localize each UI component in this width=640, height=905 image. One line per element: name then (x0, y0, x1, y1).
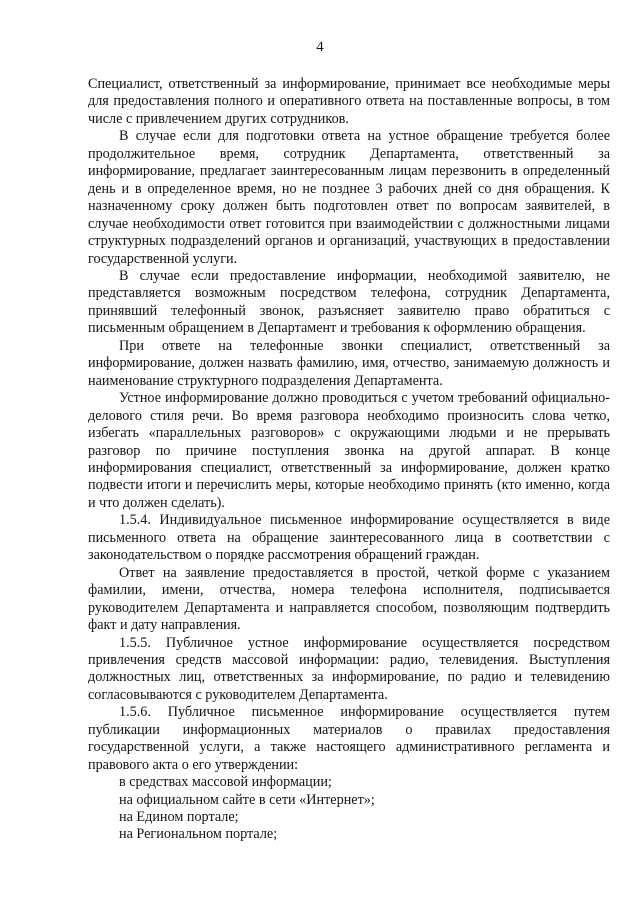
list-item: на официальном сайте в сети «Интернет»; (119, 791, 375, 808)
publication-channels-list (88, 774, 610, 844)
document-body (88, 76, 610, 844)
paragraph-callback-request: В случае если для подготовки ответа на устное обращение требуется более продолжительное время, сотрудник Департамента, ответственный за информирование, предлагает заинтересованным лицам перезвонить в определенный день и в определенное время, но не позднее 3 рабочих дней со дня обращения. К назначенному сроку должен быть подготовлен ответ по вопросам заявителей, в случае необходимости ответ готовится при взаимодействии с должностными лицами структурных подразделений органов и организаций, участвующих в предоставлении государственной услуги. (88, 128, 610, 267)
paragraph-answer-form: Ответ на заявление предоставляется в простой, четкой форме с указанием фамилии, имени, отчества, номера телефона исполнителя, подписывается руководителем Департамента и направляется способом, позволяющим подтвердить факт и дату направления. (88, 564, 610, 634)
list-item: на Едином портале; (119, 809, 239, 826)
paragraph-section-1-5-5: 1.5.5. Публичное устное информирование осуществляется посредством привлечения средств массовой информации: радио, телевидения. Выступления должностных лиц, ответственных за информирование, по радио и телевидению согласовываются с руководителем Департамента. (88, 634, 610, 703)
paragraph-written-appeal-right: В случае если предоставление информации, необходимой заявителю, не представляется возможным посредством телефона, сотрудник Департамента, принявший телефонный звонок, разъясняет заявителю право обратиться с письменным обращением в Департамент и требования к оформлению обращения. (88, 267, 610, 337)
paragraph-section-1-5-6: 1.5.6. Публичное письменное информирование осуществляется путем публикации информационных материалов о правилах предоставления государственной услуги, а также настоящего административного регламента и правового акта о его утверждении: (88, 704, 610, 773)
list-item: в средствах массовой информации; (119, 774, 332, 791)
list-item: на Региональном портале; (119, 826, 278, 843)
paragraph-oral-informing-style: Устное информирование должно проводиться с учетом требований официально-делового стиля речи. Во время разговора необходимо произносить слова четко, избегать «параллельных разговоров» с окружающими людьми и не прерывать разговор по причине поступления звонка на другой аппарат. В конце информирования специалист, ответственный за информирование, должен кратко подвести итоги и перечислить меры, которые необходимо принять (кто именно, когда и что должен сделать). (88, 390, 610, 511)
paragraph-section-1-5-4: 1.5.4. Индивидуальное письменное информирование осуществляется в виде письменного ответа на обращение заинтересованного лица в соответствии с законодательством о порядке рассмотрения обращений граждан. (88, 512, 610, 564)
paragraph-specialist-measures: Специалист, ответственный за информирование, принимает все необходимые меры для предоставления полного и оперативного ответа на поставленные вопросы, в том числе с привлечением других сотрудников. (88, 76, 610, 127)
page-number: 4 (316, 39, 324, 55)
paragraph-phone-answer-rules: При ответе на телефонные звонки специалист, ответственный за информирование, должен назвать фамилию, имя, отчество, занимаемую должность и наименование структурного подразделения Департамента. (88, 337, 610, 389)
